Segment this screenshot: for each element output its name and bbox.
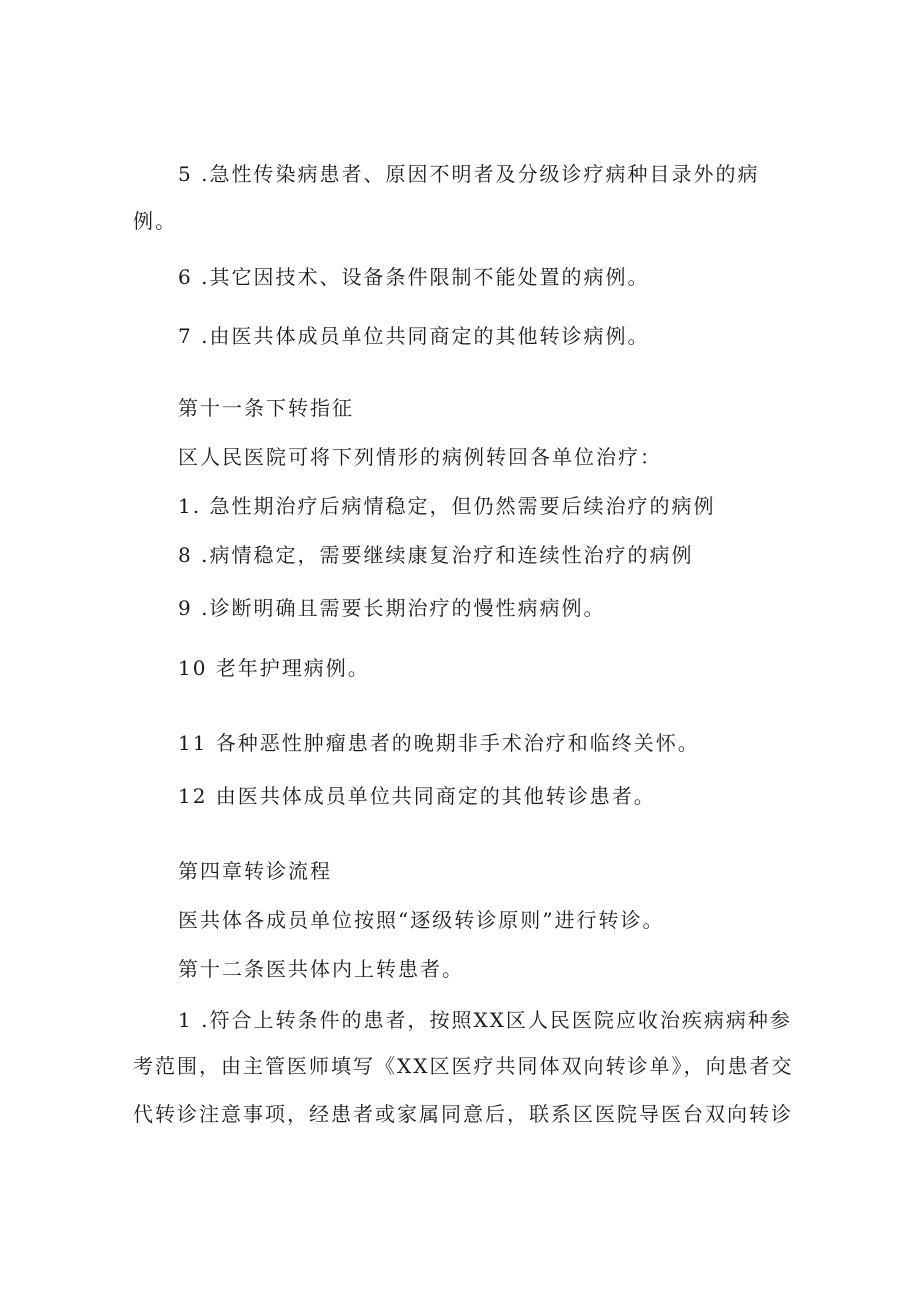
text-line-item5-cont: 例。 (133, 209, 177, 233)
section-heading-article12: 第十二条医共体内上转患者。 (178, 957, 464, 981)
text-line-intro: 区人民医院可将下列情形的病例转回各单位治疗： (178, 445, 662, 469)
text-line-down8: 8 .病情稳定，需要继续康复治疗和连续性治疗的病例 (178, 543, 694, 567)
text-line-down11: 11 各种恶性肿瘤患者的晚期非手术治疗和临终关怀。 (178, 731, 700, 755)
text-line-item7: 7 .由医共体成员单位共同商定的其他转诊病例。 (178, 324, 650, 348)
section-heading-article11: 第十一条下转指征 (178, 396, 354, 420)
text-line-up1-cont2: 代转诊注意事项，经患者或家属同意后，联系区医院导医台双向转诊 (133, 1102, 793, 1126)
text-line-item6: 6 .其它因技术、设备条件限制不能处置的病例。 (178, 265, 650, 289)
text-line-up1: 1 .符合上转条件的患者，按照XX区人民医院应收治疾病病种参 (178, 1008, 792, 1032)
text-line-item5: 5 .急性传染病患者、原因不明者及分级诊疗病种目录外的病 (178, 162, 760, 186)
text-line-down9: 9 .诊断明确且需要长期治疗的慢性病病例。 (178, 596, 606, 620)
text-line-principle: 医共体各成员单位按照“逐级转诊原则”进行转诊。 (178, 908, 665, 932)
text-line-down10: 10 老年护理病例。 (178, 656, 370, 680)
text-line-down12: 12 由医共体成员单位共同商定的其他转诊患者。 (178, 784, 656, 808)
text-line-down1: 1. 急性期治疗后病情稳定，但仍然需要后续治疗的病例 (178, 494, 716, 518)
text-line-up1-cont1: 考范围，由主管医师填写《XX区医疗共同体双向转诊单》，向患者交 (133, 1054, 794, 1078)
chapter-heading-ch4: 第四章转诊流程 (178, 859, 332, 883)
